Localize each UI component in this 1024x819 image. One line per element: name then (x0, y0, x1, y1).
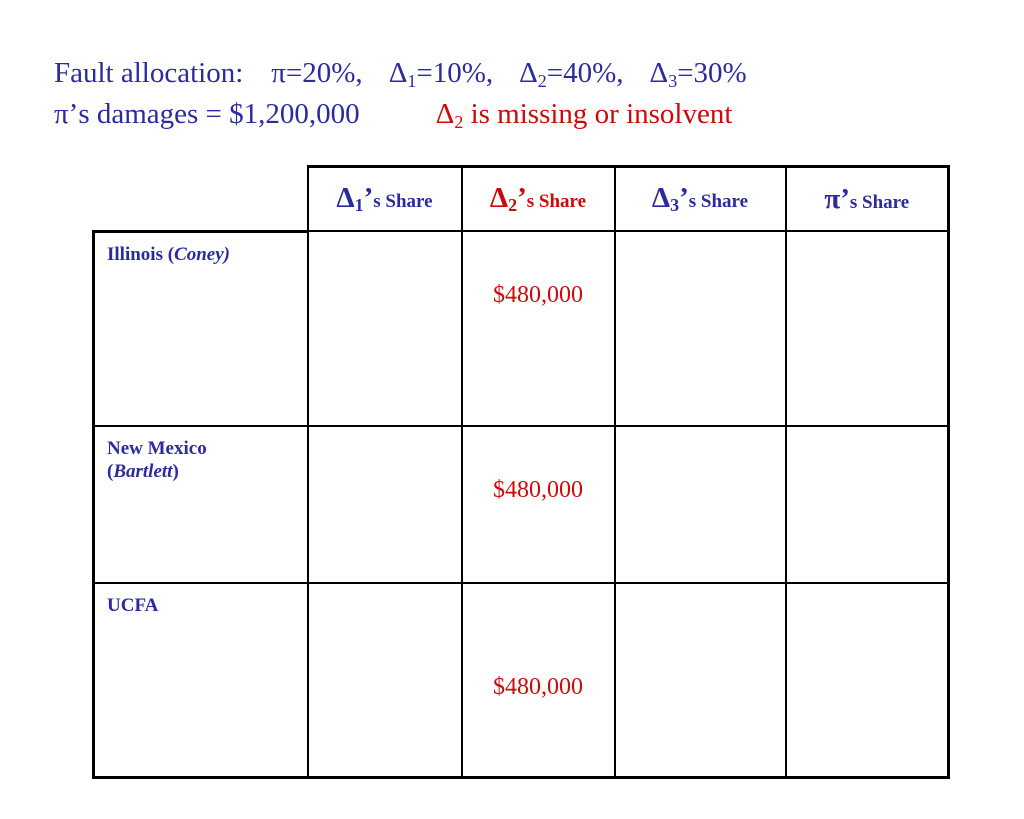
cell-delta1-share (308, 583, 462, 778)
state-name: Illinois ( (107, 243, 175, 265)
column-label: s Share (526, 190, 587, 212)
cell-delta1-share (308, 231, 462, 426)
column-apostrophe: ’ (517, 181, 527, 214)
delta3-percent: =30% (677, 57, 747, 89)
column-symbol: π (824, 182, 841, 215)
paren-open: ( (107, 460, 114, 482)
delta-symbol: Δ (435, 98, 455, 130)
state-name: New Mexico (107, 437, 207, 459)
cell-delta3-share (615, 231, 786, 426)
pi-symbol: π (54, 98, 69, 130)
cell-delta2-share (462, 426, 615, 583)
share-amount: $480,000 (493, 476, 583, 503)
table-row (94, 583, 949, 778)
fault-allocation-line (54, 56, 747, 90)
column-apostrophe: ’ (840, 182, 850, 215)
column-symbol: Δ (336, 181, 355, 214)
column-header-delta1 (308, 167, 462, 232)
delta-symbol: Δ (649, 57, 669, 89)
column-subscript: 1 (354, 195, 364, 216)
delta-subscript: 2 (537, 71, 547, 91)
delta-symbol: Δ (519, 57, 538, 89)
delta-subscript: 3 (668, 71, 678, 91)
state-name: UCFA (107, 594, 159, 616)
column-symbol: Δ (489, 181, 509, 214)
column-header-delta3 (615, 167, 786, 232)
column-subscript: 2 (508, 195, 518, 216)
cell-delta2-share (462, 231, 615, 426)
delta-subscript: 1 (407, 71, 417, 91)
column-symbol: Δ (651, 181, 671, 214)
column-apostrophe: ’ (363, 181, 374, 214)
table-header-row (94, 167, 949, 232)
share-table (92, 165, 950, 779)
cell-delta2-share (462, 583, 615, 778)
table-row (94, 231, 949, 426)
paren-close: ) (172, 460, 179, 482)
delta-subscript: 2 (454, 112, 464, 132)
column-apostrophe: ’ (679, 181, 689, 214)
column-label: s Share (849, 191, 910, 213)
column-subscript: 3 (670, 195, 680, 216)
delta-symbol: Δ (388, 57, 408, 89)
row-label-illinois (94, 231, 308, 426)
fault-allocation-label: Fault allocation: (54, 57, 244, 89)
delta1-percent: =10%, (416, 57, 494, 89)
damages-text: ’s damages = $1,200,000 (68, 98, 360, 130)
column-header-pi (786, 167, 949, 232)
column-label: s Share (373, 190, 433, 212)
column-header-delta2 (462, 167, 615, 232)
cell-pi-share (786, 583, 949, 778)
cell-delta1-share (308, 426, 462, 583)
share-amount: $480,000 (493, 673, 583, 700)
case-name: Coney) (174, 243, 230, 265)
damages-line (54, 97, 732, 131)
cell-delta3-share (615, 426, 786, 583)
table-corner (94, 167, 308, 232)
pi-symbol: π (271, 57, 286, 89)
row-label-ucfa (94, 583, 308, 778)
column-label: s Share (688, 190, 749, 212)
pi-percent: =20%, (285, 57, 363, 89)
table-row (94, 426, 949, 583)
delta2-percent: =40%, (546, 57, 624, 89)
cell-pi-share (786, 426, 949, 583)
cell-pi-share (786, 231, 949, 426)
case-name: Bartlett (113, 460, 173, 482)
share-amount: $480,000 (493, 282, 583, 308)
missing-insolvent-text: is missing or insolvent (463, 98, 733, 130)
cell-delta3-share (615, 583, 786, 778)
row-label-new-mexico (94, 426, 308, 583)
